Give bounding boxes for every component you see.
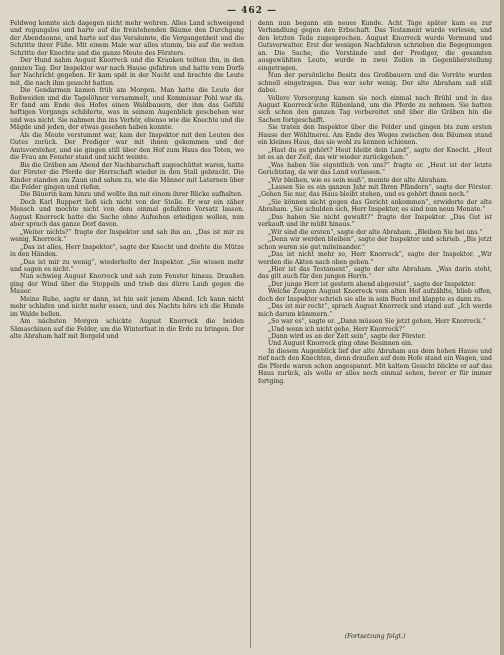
continuation-note: (Fortsetzung folgt.) bbox=[344, 633, 406, 640]
paragraph: Der Hund nahm August Knorreck und die Kranken teilten ihn, in den ganzen Tag. Der Inspektor war nach Hause gefahren und hatte vom Dorfe her Nachricht gegeben. Er kam spät in der Nacht und brachte die Leute mit, die nach ihm gesucht hatten. bbox=[10, 57, 244, 87]
paragraph: „Das ist nicht mehr so, Herr Knorreck“, sagte der Inspektor. „Wir werden die Akten nach oben geben.“ bbox=[258, 251, 492, 266]
paragraph: Am nächsten Morgen schickte August Knorreck die beiden Sämaschinen auf die Felder, um die Winterfaat in die Erde zu bringen. Der alte Abraham half mit Borgeld und bbox=[10, 318, 244, 341]
paragraph: „Das ist alles, Herr Inspektor“, sagte der Knecht und drehte die Mütze in den Händen. bbox=[10, 243, 244, 259]
paragraph: In diesem Augenblick lief der alte Abraham aus dem hohen Hause und rief nach den Knechten, denn draußen auf dem Hofe stand ein Wagen, und die Pferde waren schon angespannt. Mit kaltem Gesicht blickte er auf das Haus zurück, als wolle er alles noch einmal sehen, bevor er für immer fortging. bbox=[258, 347, 492, 385]
paragraph: „Dann wird es an der Zeit sein“, sagte der Förster. bbox=[268, 333, 426, 341]
right-column bbox=[258, 20, 492, 648]
paragraph: Meine Ruhe, sagte er dann, ist hin seit jenem Abend. Ich kann nicht mehr schlafen und nicht mehr essen, und des Nachts höre ich die Hunde im Walde bellen. bbox=[10, 295, 244, 318]
paragraph: „Denn wir werden bleiben“, sagte der Inspektor und schrieb. „Bis jetzt schon waren sie gut miteinander.“ bbox=[258, 236, 492, 251]
paragraph: „Der junge Herr ist gestern abend abgereist“, sagte der Inspektor. bbox=[268, 280, 476, 288]
paragraph: Nun der persönliche Besitz des Großbauern und die Vorräte wurden schnell eingetragen. Das war sehr wenig. Der alte Abraham saß still dabei. bbox=[258, 72, 492, 95]
paragraph: „Das ist mir zu wenig“, wiederholte der Inspektor. „Sie wissen mehr und sagen es nicht.“ bbox=[10, 258, 244, 273]
left-column bbox=[10, 20, 244, 648]
paragraph: „Hier ist das Testament“, sagte der alte Abraham. „Was darin steht, das gilt auch für den jungen Herrn.“ bbox=[258, 265, 492, 281]
paragraph: „Sie können nicht gegen das Gericht ankommen“, erwiderte der alte Abraham. „Sie schulden sich, Herr Inspektor, es sind nun neun Monate.“ bbox=[258, 198, 492, 214]
page-number: — 462 — bbox=[226, 6, 278, 16]
paragraph: Welche Zeugen August Knorreck vom alten Hof aufzählte, blieb offen, doch der Inspektor schrieb sie alle in sein Buch und klappte es dann zu. bbox=[258, 288, 492, 303]
paragraph: Bis die Gräben am Abend der Nachbarschaft zugeschüttet waren, hatte der Förster die Pferde der Herrschaft wieder in den Stall gebracht. Die Kinder standen am Zaun und sahen zu, wie die Männer mit Laternen über die Felder gingen und riefen. bbox=[10, 161, 244, 191]
paragraph: „Weiter nichts?“ fragte der Inspektor und sah ihn an. „Das ist mir zu wenig, Knorreck.“ bbox=[10, 228, 244, 244]
paragraph: denn nun begann ein neues Kunde. Acht Tage später kam es zur Verhandlung gegen den Erbschaft. Das Testament wurde verlesen, und den letzten Teile zugesprochen. August Knorreck wurde Vormund und Gutsverwalter. Erst der wenigen Nachfahren schrieben die Begegnungen an. Die Sache, die Vorstände und der Prediger, die gesamten ausgewählten Leute, wurde in zwei Zeilen in Gegenüberstellung eingetragen. bbox=[258, 20, 492, 72]
paragraph: Sie traten den Inspektor über die Felder und gingen bis zum ersten Hause der Wöhltnerei. Am Ende des Weges zwischen den Bäumen stand ein kleines Haus, das sie wohl zu kennen schienen. bbox=[258, 124, 492, 147]
paragraph: „Hast du es gehört? Heut bleibt dein Land“, sagte der Knecht. „Heut ist es an der Zeit, das wir wieder zurückgehen.“ bbox=[258, 146, 492, 162]
paragraph: „Das haben Sie nicht gewußt?“ fragte der Inspektor. „Das Gut ist verkauft und ihr müßt hinaus.“ bbox=[258, 213, 492, 229]
paragraph: „Und wenn ich nicht gehe, Herr Knorreck?“ bbox=[268, 325, 406, 333]
paragraph: Die Gendarmen kamen früh am Morgen. Man hatte die Leute der Roßweiden und die Tagelöhner versammelt, und Kommissar Pohl war da. Er fand am Ende des Hofes einen Waldbauern, der ihm das Gefühl heftigen Vorgangs schilderte, was in seinem Augenblick geschehen war und was nicht. Sie nahmen ihn ins Verhör, ebenso wie die Knechte und die Mägde und jeden, der etwas gesehen haben konnte. bbox=[10, 87, 244, 132]
paragraph: „Was haben Sie eigentlich von uns?“ fragte er. „Heut ist der letzte Gerichtstag, da wir das Land verlassen.“ bbox=[258, 161, 492, 177]
column-divider bbox=[250, 20, 251, 648]
paragraph: Nun schwieg August Knorreck und sah zum Fenster hinaus. Draußen ging der Wind über die Stoppeln und trieb das dürre Laub gegen die Mauer. bbox=[10, 273, 244, 296]
paragraph: „Wir bleiben, wie es sein muß“, meinte der alte Abraham. bbox=[268, 176, 448, 184]
paragraph: „Wir sind die ersten“, sagte der alte Abraham. „Bleiben Sie bei uns.“ bbox=[268, 228, 483, 236]
paragraph: „Das ist mir recht“, sprach August Knorreck und stand auf. „Ich werde mich darum kümmern.“ bbox=[258, 303, 492, 318]
paragraph: „So war es“, sagte er. „Dann müssen Sie jetzt gehen, Herr Knorreck.“ bbox=[268, 318, 486, 326]
paragraph: Feldweg konnte sich dagegen nicht mehr wehren. Alles Land schweigend und regungslos und harte auf die freistehenden Bäume den Durchgang der Abendsonne, und harte auf das Versäumte, die Vergangenheit und die Schritte ihrer Füße. Mit einem Male war alles stumm, bis auf die weiten Schritte der Knechte und die ganze Meute des Försters. bbox=[10, 20, 244, 57]
paragraph: Als die Meute verstummt war, kam der Inspektor mit den Leuten des Gutes zurück. Der Prediger war mit ihnen gekommen und der Amtsvorsteher, und sie gingen still über den Hof zum Haus des Toten, wo die Frau am Fenster stand und nicht weinte. bbox=[10, 131, 244, 162]
paragraph: Doch Karl Ruppert ließ sich nicht von der Stelle. Er war ein zäher Mensch und mochte nicht von dem einmal gefaßten Vorsatz lassen. August Knorreck hatte die Sache ohne Aufsehen erledigen wollen, nun aber sprach das ganze Dorf davon. bbox=[10, 198, 244, 229]
paragraph: Die Bäuerin kam hinzu und wollte ihn mit einem ihrer Blicke aufhalten. bbox=[20, 191, 243, 199]
paragraph: Und August Knorreck ging ohne Besinnen ein. bbox=[268, 340, 413, 348]
page-edge-shadow bbox=[500, 0, 504, 655]
paragraph: Vollere Vorsorgung kamen sie noch einmal nach Brühl und in das August Knorreck'sche Rübenland, um die Pferde zu nehmen. Sie hatten sich schon den ganzen Tag vorbereitet und über die Gräben hin die Sachen fortgeschafft. bbox=[258, 94, 492, 124]
paragraph: „Lassen Sie es ein ganzen Jahr mit Ihren Pfändern“, sagte der Förster. „Gehen Sie nur, das Haus bleibt stehen, und es gehört ihnen noch.“ bbox=[258, 183, 492, 199]
